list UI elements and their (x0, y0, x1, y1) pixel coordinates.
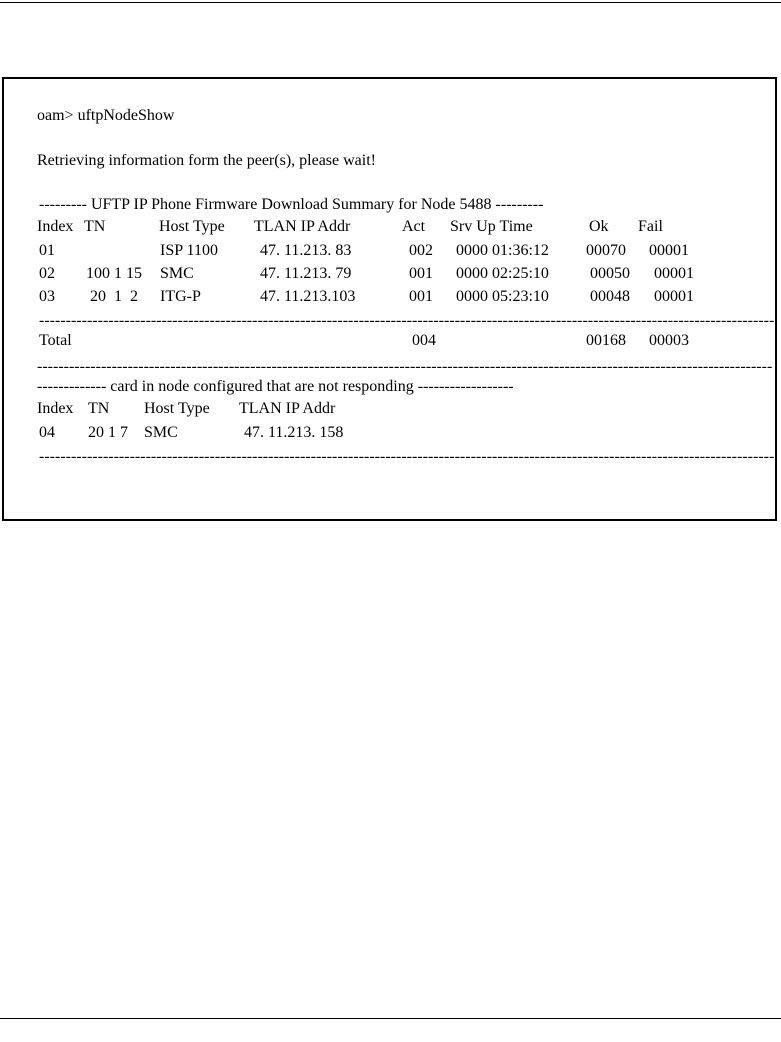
row-fail: 00001 (654, 288, 694, 305)
separator-line: ------------------------------------------------------------------------------------------------------------------------------------------ (37, 358, 773, 375)
nr-row-tn: 20 1 7 (88, 424, 128, 441)
total-label: Total (39, 332, 72, 349)
row-ok: 00070 (586, 242, 626, 259)
total-ok: 00168 (586, 332, 626, 349)
summary-heading: --------- UFTP IP Phone Firmware Download Summary for Node 5488 --------- (39, 196, 544, 213)
not-responding-heading: ------------- card in node configured that are not responding ------------------ (37, 378, 514, 395)
nr-row-ip: 47. 11.213. 158 (244, 424, 344, 441)
row-up-time: 0000 02:25:10 (456, 265, 549, 282)
row-act: 001 (409, 288, 433, 305)
total-act: 004 (412, 332, 436, 349)
row-ok: 00048 (590, 288, 630, 305)
col-header-index: Index (37, 218, 74, 235)
col-header-act: Act (402, 218, 426, 235)
col-header-fail: Fail (638, 218, 663, 235)
nr-col-header-tlan-ip: TLAN IP Addr (239, 400, 336, 417)
row-act: 002 (409, 242, 433, 259)
col-header-tlan-ip: TLAN IP Addr (254, 218, 351, 235)
row-ip: 47. 11.213.103 (260, 288, 356, 305)
row-ok: 00050 (590, 265, 630, 282)
terminal-output-box (2, 77, 777, 521)
col-header-srv-up-time: Srv Up Time (450, 218, 533, 235)
separator-line: ------------------------------------------------------------------------------------------------------------------------------------------ (39, 312, 775, 329)
nr-col-header-host-type: Host Type (144, 400, 210, 417)
row-index: 02 (39, 265, 55, 282)
row-ip: 47. 11.213. 79 (260, 265, 352, 282)
bottom-rule (0, 1018, 781, 1019)
row-host-type: ITG-P (160, 288, 201, 305)
total-fail: 00003 (649, 332, 689, 349)
row-fail: 00001 (654, 265, 694, 282)
top-rule (0, 2, 781, 3)
row-ip: 47. 11.213. 83 (260, 242, 352, 259)
row-tn: 100 1 15 (86, 265, 142, 282)
nr-col-header-index: Index (37, 400, 74, 417)
retrieving-message: Retrieving information form the peer(s), please wait! (37, 152, 376, 169)
nr-row-host-type: SMC (144, 424, 178, 441)
row-up-time: 0000 01:36:12 (456, 242, 549, 259)
row-act: 001 (409, 265, 433, 282)
row-host-type: ISP 1100 (160, 242, 218, 259)
nr-row-index: 04 (39, 424, 55, 441)
command-line: oam> uftpNodeShow (37, 107, 175, 124)
row-fail: 00001 (649, 242, 689, 259)
separator-line: ------------------------------------------------------------------------------------------------------------------------------------------ (39, 448, 775, 465)
col-header-ok: Ok (589, 218, 609, 235)
col-header-tn: TN (84, 218, 106, 235)
row-index: 03 (39, 288, 55, 305)
col-header-host-type: Host Type (159, 218, 225, 235)
row-index: 01 (39, 242, 55, 259)
row-up-time: 0000 05:23:10 (456, 288, 549, 305)
row-tn: 20 1 2 (90, 288, 138, 305)
row-host-type: SMC (160, 265, 194, 282)
nr-col-header-tn: TN (88, 400, 110, 417)
